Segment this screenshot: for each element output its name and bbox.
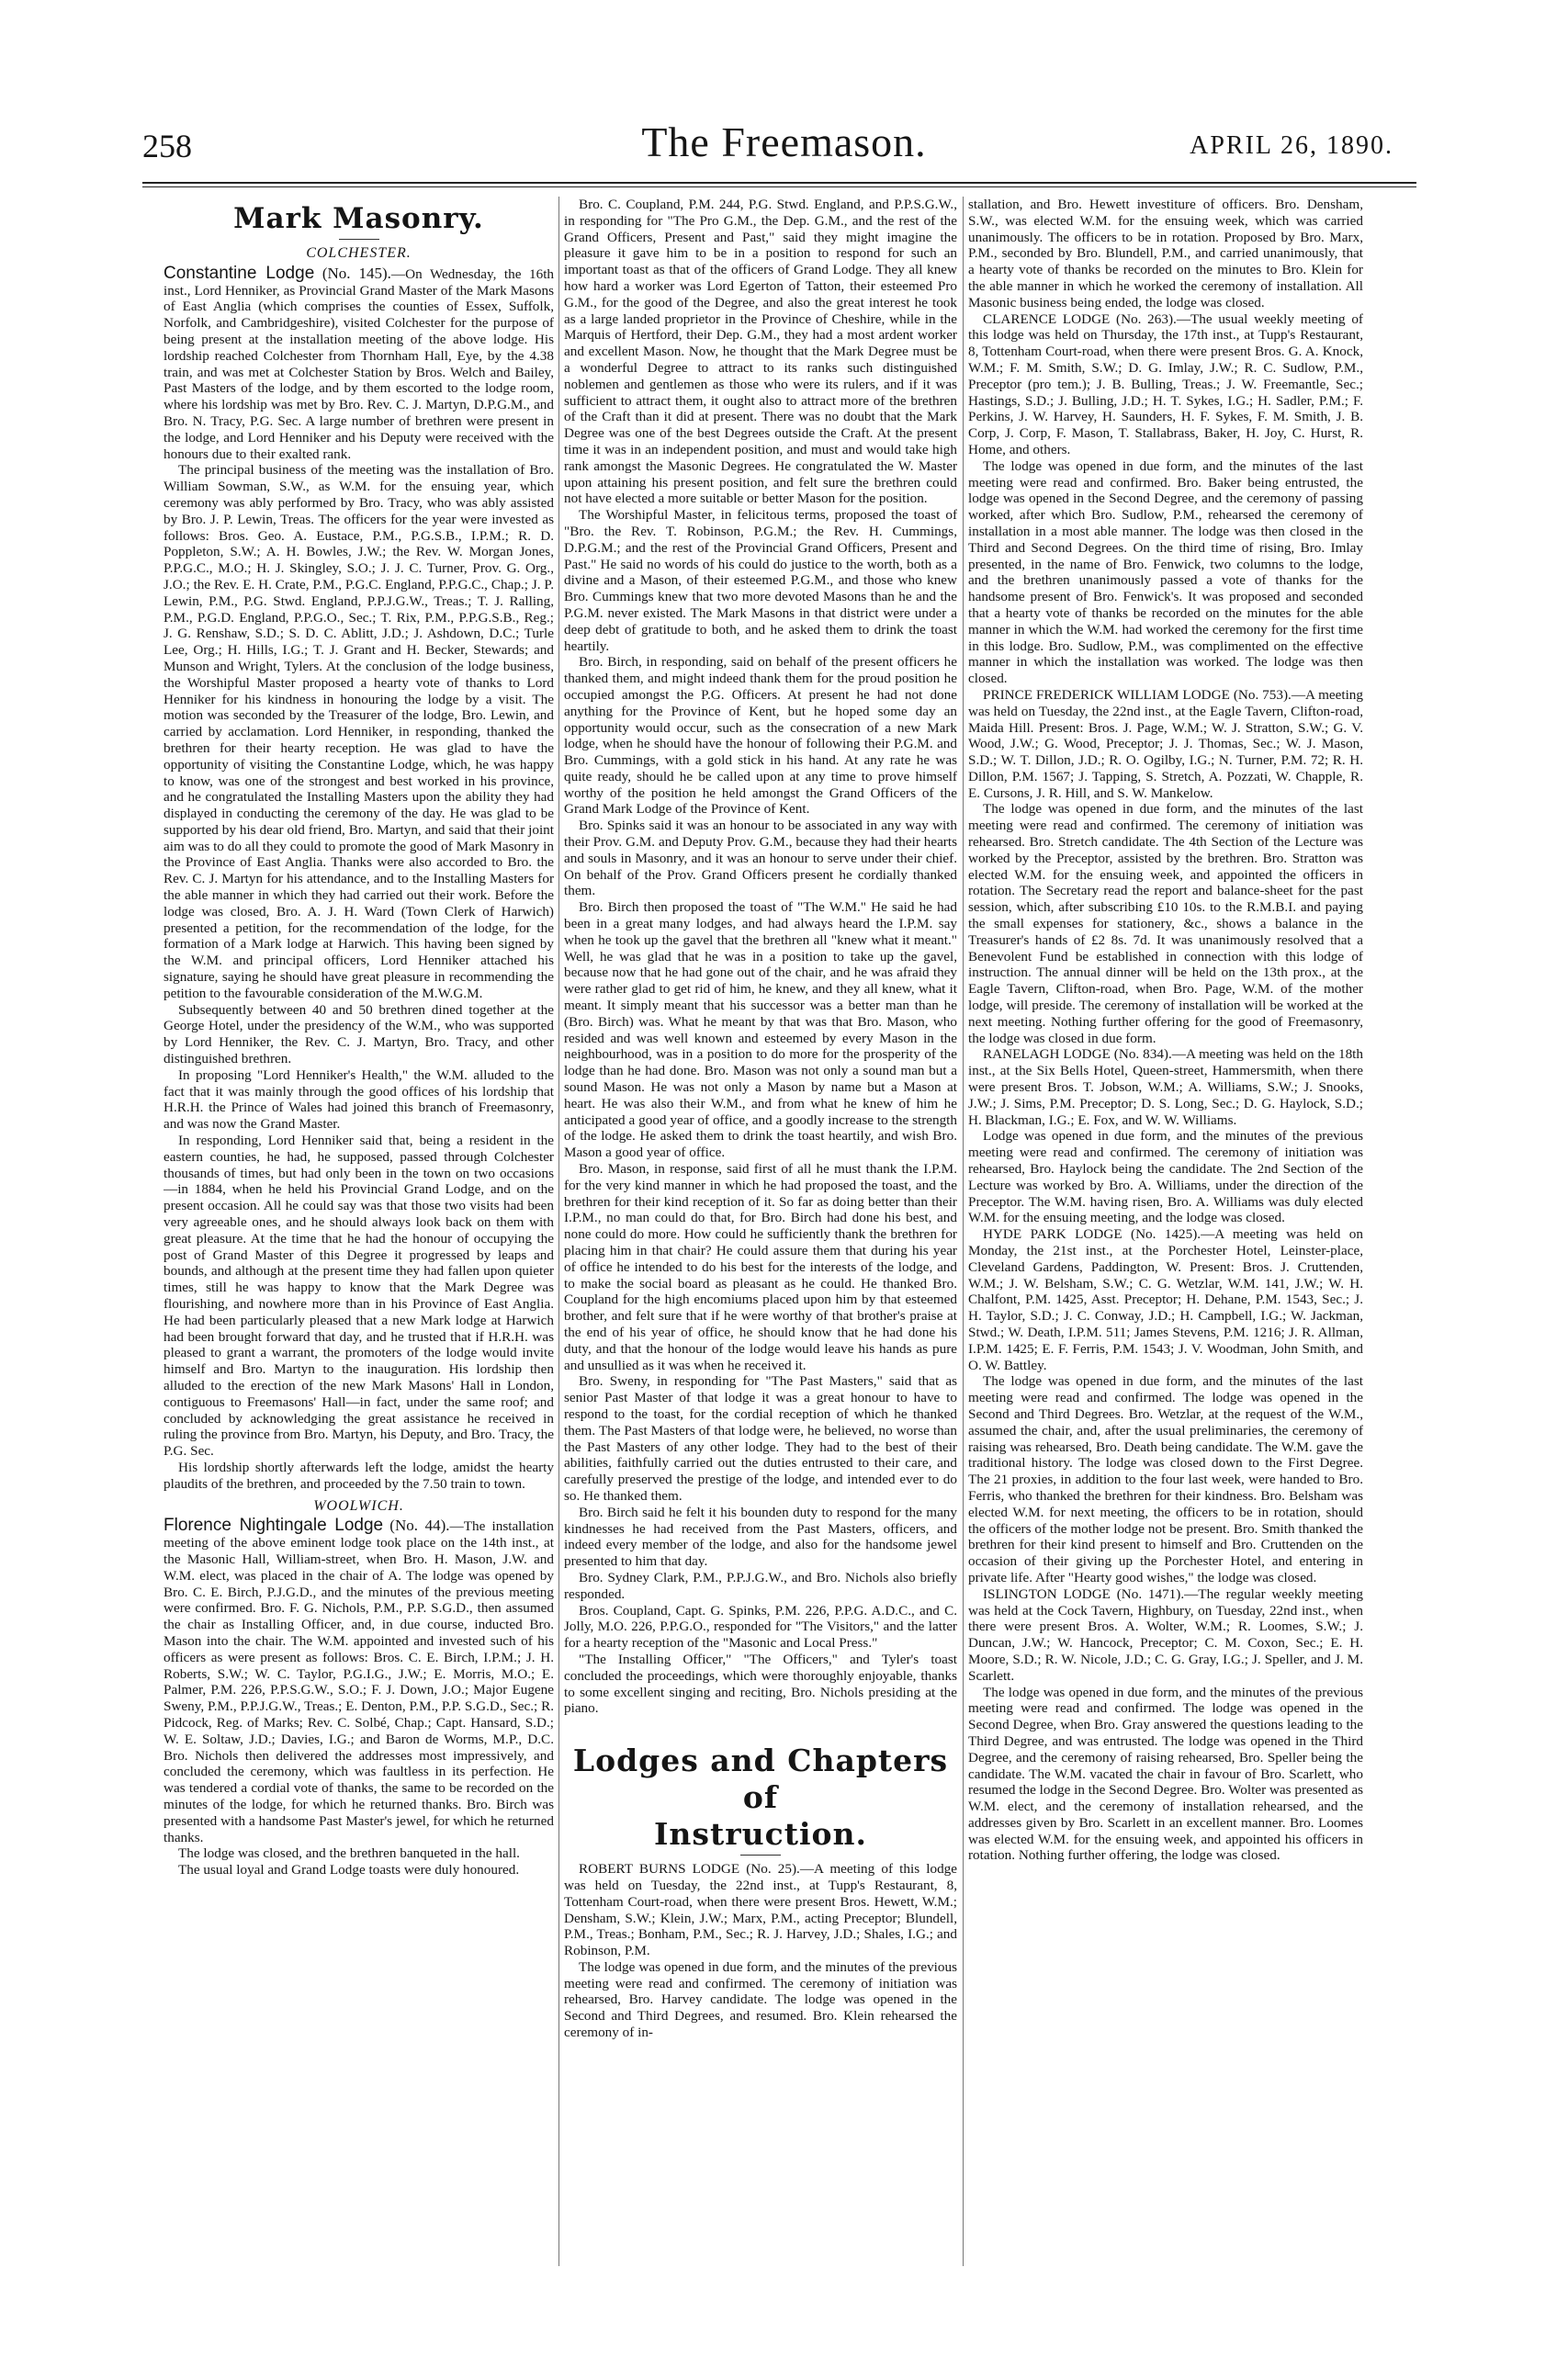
section-heading-line: Lodges and Chapters of <box>572 1743 949 1816</box>
article-paragraph: The lodge was opened in due form, and the minutes of the previous meeting were read and confirmed. The lodge was opened in the Second Degree, when Bro. Gray answered the questions leading to the Third Degree, and was entrusted. The lodge was opened in the Third Degree, and the ceremony of raising rehearsed, Bro. Speller being the candidate. The W.M. vacated the chair in favour of Bro. Scarlett, who resumed the lodge in the Second Degree. Bro. Wolter was presented as W.M. elect, and the ceremony of installation rehearsed, and the addresses given by Bro. Scarlett in an excellent manner. Bro. Loomes was elected W.M. for the ensuing week, and appointed his officers in rotation. Nothing further offering, the lodge was closed. <box>968 1684 1363 1864</box>
article-paragraph: The Worshipful Master, in felicitous terms, proposed the toast of "Bro. the Rev. T. Robinson, P.G.M.; the Rev. H. Cummings, D.P.G.M.; and the rest of the Provincial Grand Officers, Present and Past." He said no words of his could do justice to the worth, both as a divine and a Mason, of their esteemed P.G.M., and those who knew Bro. Cummings knew that two more devoted Masons than he and the P.G.M. never existed. The Mark Masons in that district were under a deep debt of gratitude to both, and he asked them to drink the toast heartily. <box>564 507 957 654</box>
paragraph-text: —The installation meeting of the above eminent lodge took place on the 14th inst., at the Masonic Hall, William-street, when Bro. H. Mason, J.W. and W.M. elect, was placed in the chair of A. The lodge was opened by Bro. C. E. Birch, P.J.G.D., and the minutes of the previous meeting were confirmed. Bro. F. G. Nichols, P.M., P.P. S.G.D., then assumed the chair as Installing Officer, and, in due course, inducted Bro. Mason into the chair. The W.M. appointed and invested such of his officers as were present as follows: Bros. C. E. Birch, I.P.M.; J. H. Roberts, S.W.; W. C. Taylor, P.G.I.G., J.W.; E. Morris, M.O.; E. Palmer, P.M. 226, P.P.S.G.W., S.O.; F. J. Down, J.O.; Major Eugene Sweny, P.M., P.P.J.G.W., Treas.; E. Denton, P.M., P.P. S.G.D., Sec.; R. Pidcock, Reg. of Marks; Rev. C. Solbé, Chap.; Capt. Hansard, S.D.; W. E. Soltaw, J.D.; Davies, I.G.; and Baron de Worms, M.P., D.C. Bro. Nichols then delivered the addresses most impressively, and concluded the ceremony, which was faultless in its perfection. He was tendered a cordial vote of thanks, the same to be recorded on the minutes of the lodge, for which he returned thanks. Bro. Birch was presented with a handsome Past Master's jewel, for which he returned thanks. <box>164 1518 554 1845</box>
article-paragraph <box>164 1517 554 1845</box>
paragraph-text: —On Wednesday, the 16th inst., Lord Henniker, as Provincial Grand Master of the Mark Masons of East Anglia (which comprises the counties of Essex, Suffolk, Norfolk, and Cambridgeshire), visited Colchester for the purpose of being present at the installation meeting of the above lodge. His lordship reached Colchester from Thornham Hall, Eye, by the 4.38 train, and was met at Colchester Station by Bros. Welch and Bailey, Past Masters of the lodge, and by them escorted to the lodge room, where his lordship was met by Bro. Rev. C. J. Martyn, D.P.G.M., and Bro. N. Tracy, P.G. Sec. A large number of brethren were present in the lodge, and Lord Henniker and his Deputy were received with the honours due to their exalted rank. <box>164 265 554 462</box>
article-paragraph: PRINCE FREDERICK WILLIAM LODGE (No. 753).—A meeting was held on Tuesday, the 22nd inst., at the Eagle Tavern, Clifton-road, Maida Hill. Present: Bros. J. Page, W.M.; W. J. Stratton, S.W.; G. V. Wood, J.W.; G. Wood, Preceptor; J. J. Thomas, Sec.; W. J. Mason, S.D.; W. T. Dillon, J.D.; R. O. Ogilby, I.G.; N. Turner, P.M. 72; R. H. Dillon, P.M. 1567; J. Tapping, S. Stretch, A. Pozzati, W. Chapple, R. E. Cursons, J. R. Hill, and S. W. Mankelow. <box>968 686 1363 801</box>
article-paragraph: The lodge was opened in due form, and the minutes of the last meeting were read and confirmed. The lodge was opened in the Second and Third Degrees. Bro. Wetzlar, at the request of the W.M., assumed the chair, and, after the usual preliminaries, the ceremony of raising was rehearsed, Bro. Death being candidate. The W.M. gave the traditional history. The lodge was closed down to the First Degree. The 21 proxies, in addition to the four last week, were handed to Bro. Ferris, who thanked the brethren for their kindness. Bro. Belsham was elected W.M. for next meeting, the officers to be in rotation, should the officers of the mother lodge not be present. Bro. Smith thanked the brethren for their kind present to himself and Bro. Cruttenden on the occasion of their giving up the Porchester Hotel, and entering in private life. After "Hearty good wishes," the lodge was closed. <box>968 1373 1363 1585</box>
article-paragraph: CLARENCE LODGE (No. 263).—The usual weekly meeting of this lodge was held on Thursday, the 17th inst., at Tupp's Restaurant, 8, Tottenham Court-road, when there were present Bros. G. A. Knock, W.M.; F. M. Smith, S.W.; D. G. Imlay, J.W.; R. C. Sudlow, P.M., Preceptor (pro tem.); J. B. Bulling, Treas.; J. W. Freemantle, Sec.; Hastings, S.D.; J. Bulling, J.D.; H. T. Sykes, I.G.; H. Sadler, P.M.; F. Perkins, J. W. Harvey, H. Saunders, H. F. Sykes, F. M. Smith, J. B. Corp, J. Corp, F. Mason, T. Stallabrass, Baker, H. Joy, C. Hurst, R. Home, and others. <box>968 310 1363 457</box>
lodge-number: (No. 44). <box>389 1517 450 1535</box>
article-paragraph: Lodge was opened in due form, and the minutes of the previous meeting were read and confirmed. The ceremony of initiation was rehearsed, Bro. Haylock being the candidate. The 2nd Section of the Lecture was worked by Bro. A. Williams, under the direction of the Preceptor. The W.M. having risen, Bro. A. Williams was duly elected W.M. for the ensuing meeting, and the lodge was closed. <box>968 1128 1363 1226</box>
article-paragraph: Bro. Birch said he felt it his bounden duty to respond for the many kindnesses he had received from the Past Masters, officers, and indeed every member of the lodge, and also for the handsome jewel presented to him that day. <box>564 1504 957 1570</box>
masthead-title: The Freemason. <box>641 118 927 165</box>
lodge-name: Florence Nightingale Lodge <box>164 1516 384 1536</box>
article-paragraph: In proposing "Lord Henniker's Health," the W.M. alluded to the fact that it was mainly through the good offices of his lordship that H.R.H. the Prince of Wales had joined this branch of Freemasonry, and was now the Grand Master. <box>164 1066 554 1133</box>
column-divider <box>963 197 964 2266</box>
section-heading-line: Instruction. <box>654 1816 867 1853</box>
article-paragraph: ROBERT BURNS LODGE (No. 25).—A meeting of this lodge was held on Tuesday, the 22nd inst., at Tupp's Restaurant, 8, Tottenham Court-road, when there were present Bros. Hewett, W.M.; Densham, S.W.; Klein, J.W.; Marx, P.M., acting Preceptor; Blundell, P.M., Treas.; Bonham, P.M., Sec.; R. J. Harvey, J.D.; Shales, I.G.; and Robinson, P.M. <box>564 1861 957 1959</box>
section-heading <box>564 1743 957 1853</box>
section-heading: Mark Masonry. <box>233 202 484 235</box>
place-heading: COLCHESTER. <box>306 245 412 261</box>
article-paragraph: The usual loyal and Grand Lodge toasts were duly honoured. <box>178 1862 520 1878</box>
article-paragraph: RANELAGH LODGE (No. 834).—A meeting was held on the 18th inst., at the Six Bells Hotel, Queen-street, Hammersmith, when there were present Bros. T. Jobson, W.M.; A. Williams, S.W.; J. Snooks, J.W.; J. Sims, P.M. Preceptor; D. S. Long, Sec.; D. G. Haylock, S.D.; H. Blackman, I.G.; E. Fox, and W. W. Williams. <box>968 1046 1363 1128</box>
article-paragraph: His lordship shortly afterwards left the lodge, amidst the hearty plaudits of the brethren, and proceeded by the 7.50 train to town. <box>164 1459 554 1492</box>
article-paragraph: stallation, and Bro. Hewett investiture of officers. Bro. Densham, S.W., was elected W.M. for the ensuing week, which was carried unanimously. The officers to be in rotation. Proposed by Bro. Marx, P.M., seconded by Bro. Blundell, P.M., and carried unanimously, that a hearty vote of thanks be recorded on the minutes to Bro. Klein for the able manner in which he worked the ceremony of installation. All Masonic business being ended, the lodge was closed. <box>968 197 1363 310</box>
article-paragraph: The principal business of the meeting was the installation of Bro. William Sowman, S.W., as W.M. for the ensuing year, which ceremony was ably performed by Bro. Tracy, who was ably assisted by Bro. J. P. Lewin, Treas. The officers for the year were invested as follows: Bros. Geo. A. Eustace, P.M., P.G.S.B., I.P.M.; R. D. Poppleton, S.W.; A. H. Bowles, J.W.; the Rev. W. Morgan Jones, P.P.G.C., M.O.; H. J. Skingley, S.O.; J. J. C. Turner, Prov. G. Org., J.O.; the Rev. E. H. Crate, P.M., P.G.C. England, P.P.G.C., Chap.; J. P. Lewin, P.M., P.G. Stwd. England, P.P.J.G.W., Treas.; T. J. Ralling, P.M., P.G.D. England, P.P.G.O., Sec.; T. Rix, P.M., P.P.G.S.B., Reg.; J. G. Renshaw, S.D.; S. D. C. Ablitt, J.D.; J. Ashdown, D.C.; Turle Lee, Org.; H. Hills, I.G.; T. J. Grant and H. Becker, Stewards; and Munson and Wright, Tylers. At the conclusion of the lodge business, the Worshipful Master proposed a hearty vote of thanks to Lord Henniker for his kindness in honouring the lodge by a visit. The motion was seconded by the Treasurer of the lodge, Bro. Lewin, and carried by acclamation. Lord Henniker, in responding, thanked the brethren for their hearty reception. He was glad to have the opportunity of visiting the Constantine Lodge, which, he was happy to know, was one of the strongest and best worked in his province, and he congratulated the Installing Masters upon the ability they had displayed in conducting the ceremony of the day. He was glad to be supported by his dear old friend, Bro. Martyn, and said that their joint aim was to do all they could to promote the good of Mark Masonry in the Province of East Anglia. Thanks were also accorded to Bro. the Rev. C. J. Martyn for his attendance, and to the Installing Masters for the able manner in which they had carried out their work. Before the lodge was closed, Bro. A. J. H. Ward (Town Clerk of Harwich) presented a petition, for the recommendation of the lodge, for the formation of a Mark lodge at Harwich. This having been signed by the W.M. and principal officers, Lord Henniker attached his signature, saying he should have great pleasure in recommending the petition to the favourable consideration of the M.W.G.M. <box>164 462 554 1001</box>
article-paragraph: Bro. Birch then proposed the toast of "The W.M." He said he had been in a great many lodges, and had always heard the I.P.M. say when he took up the gavel that the brethren all "knew what it meant." Well, he was glad that he was in a position to take up the gavel, because now that he had gone out of the chair, and he was afraid they were rather glad to get rid of him, he knew, and they all knew, what it meant. It simply meant that his successor was a better man than he (Bro. Birch) was. What he meant by that was that Bro. Mason, who resided and was well known and esteemed by every Mason in the neighbourhood, was in a position to do more for the prosperity of the lodge than he had done. Bro. Mason was not only a sound man but a sound Mason. He was not only a Mason by name but a Mason at heart. He was also their W.M., and from what he knew of him he anticipated a good year of office, and a goodly increase to the strength of the lodge. He asked them to drink the toast heartily, and wish Bro. Mason a good year of office. <box>564 899 957 1161</box>
article-paragraph: Bro. Spinks said it was an honour to be associated in any way with their Prov. G.M. and Deputy Prov. G.M., because they had their hearts and souls in Masonry, and it was an honour to serve under their chief. On behalf of the Prov. Grand Officers present he cordially thanked them. <box>564 818 957 899</box>
article-paragraph: In responding, Lord Henniker said that, being a resident in the eastern counties, he had, he supposed, passed through Colchester thousands of times, but had only been in the town on two occasions—in 1884, when he held his Provincial Grand Lodge, and on the present occasion. All he could say was that those two visits had been very agreeable ones, and he should always look back on them with great pleasure. At the time that he had the honour of occupying the post of Grand Master of this Degree it progressed by leaps and bounds, and although at the present time they had fallen upon quieter times, still he was happy to know that the Mark Degree was flourishing, and nowhere more than in his Province of East Anglia. He had been particularly pleased that a new Mark lodge at Harwich had been brought forward that day, and he trusted that if H.R.H. was pleased to grant a warrant, the promoters of the lodge would invite himself and Bro. Martyn to the inauguration. His lordship then alluded to the erection of the new Mark Masons' Hall in London, contiguous to Freemasons' Hall—in fact, under the same roof; and concluded by acknowledging the great assistance he received in ruling the province from Bro. Martyn, his Deputy, and Bro. Tracy, the P.G. Sec. <box>164 1133 554 1460</box>
header-rule <box>142 182 1416 187</box>
article-paragraph: The lodge was closed, and the brethren banqueted in the hall. <box>178 1845 520 1862</box>
lodge-number: (No. 145). <box>321 264 391 282</box>
place-heading: WOOLWICH. <box>313 1497 404 1514</box>
article-paragraph: ISLINGTON LODGE (No. 1471).—The regular weekly meeting was held at the Cock Tavern, Highbury, on Tuesday, 22nd inst., when there were present Bros. A. Wolter, W.M.; R. Loomes, S.W.; J. Duncan, J.W.; W. Hancock, Preceptor; C. M. Coxon, Sec.; E. H. Moore, S.D.; R. W. Nicole, J.D.; C. G. Gray, I.G.; J. Speller, and J. M. Scarlett. <box>968 1585 1363 1684</box>
column-divider <box>558 197 559 2266</box>
article-paragraph: Bro. Sydney Clark, P.M., P.P.J.G.W., and Bro. Nichols also briefly responded. <box>564 1569 957 1602</box>
article-paragraph: Bro. Sweny, in responding for "The Past Masters," said that as senior Past Master of that lodge it was a great honour to have to respond to the toast, for the cordial reception of which he thanked them. The Past Masters of that lodge were, he believed, no worse than the Past Masters of any other lodge. They had to the best of their abilities, faithfully carried out the duties entrusted to their care, and carefully preserved the prestige of the lodge, and intended ever to do so. He thanked them. <box>564 1373 957 1504</box>
article-paragraph <box>164 265 554 463</box>
article-paragraph: Subsequently between 40 and 50 brethren dined together at the George Hotel, under the presidency of the W.M., who was supported by Lord Henniker, the Rev. C. J. Martyn, Bro. Tracy, and other distinguished brethren. <box>164 1001 554 1067</box>
column-1 <box>164 197 554 2268</box>
rule <box>740 1855 781 1856</box>
article-paragraph: Bro. C. Coupland, P.M. 244, P.G. Stwd. England, and P.P.S.G.W., in responding for "The Pro G.M., the Dep. G.M., and the rest of the Grand Officers, Present and Past," said they might imagine the pleasure it gave him to be in a position to respond for such an important toast as that of the officers of Grand Lodge. They all knew how hard a worker was Lord Egerton of Tatton, their esteemed Pro G.M., for the good of the Degree, and also the great interest he took as a large landed proprietor in the Province of Cheshire, while in the Marquis of Hertford, their Dep. G.M., they had a most ardent worker and excellent Mason. Now, he thought that the Mark Degree must be a wonderful Degree to attract to its ranks such distinguished noblemen and gentlemen as those who were its rulers, and if it was sufficient to attract them, it ought also to attract more of the brethren of the Craft than it did at present. There was no doubt that the Mark Degree was one of the best Degrees outside the Craft. At the present time it was in an independent position, and must and would take high rank amongst the Masonic Degrees. He congratulated the W. Master upon attaining his present position, and felt sure the brethren could not have elected a more suitable or better Mason for the position. <box>564 197 957 507</box>
column-3 <box>968 197 1363 2268</box>
article-paragraph: Bro. Mason, in response, said first of all he must thank the I.P.M. for the very kind manner in which he had proposed the toast, and the brethren for their kind reception of it. So far as doing better than their I.P.M., no man could do that, for Bro. Birch had done his best, and none could do more. How could he sufficiently thank the brethren for placing him in that chair? He could assure them that during his year of office he intended to do his best for the interests of the lodge, and to make the social board as pleasant as he could. He thanked Bro. Coupland for the high encomiums placed upon him by that esteemed brother, and felt sure that if he were worthy of that brother's praise at the end of his year of office, he should know that he had done his duty, and that the honour of the lodge would leave his hands as pure and unsullied as it was when he received it. <box>564 1161 957 1373</box>
page-number: 258 <box>142 128 192 164</box>
article-paragraph: "The Installing Officer," "The Officers," and Tyler's toast concluded the proceedings, which were thoroughly enjoyable, thanks to some excellent singing and reciting, Bro. Nichols presiding at the piano. <box>564 1651 957 1717</box>
article-paragraph: Bro. Birch, in responding, said on behalf of the present officers he thanked them, and might indeed thank them for the proud position he occupied amongst the P.G. Officers. At present he had not done anything for the Province of Kent, but he hoped some day an opportunity would occur, such as the consecration of a new Mark lodge, when he should have the honour of following their P.G.M. and Bro. Cummings, with a gold stick in his hand. At any rate he was quite ready, should he be called upon at any time to prove himself worthy of the position he held amongst the Grand Officers of the Grand Mark Lodge of the Province of Kent. <box>564 654 957 818</box>
article-paragraph: The lodge was opened in due form, and the minutes of the last meeting were read and confirmed. Bro. Baker being entrusted, the lodge was opened in the Second Degree, and the ceremony of passing worked, after which Bro. Sudlow, P.M., rehearsed the ceremony of installation in a most able manner. The lodge was then closed in the Third and Second Degrees. On the third time of rising, Bro. Imlay presented, in the name of Bro. Fenwick, two columns to the lodge, and the brethren unanimously passed a vote of thanks for the handsome present of Bro. Fenwick's. It was proposed and seconded that a hearty vote of thanks be recorded on the minutes for the able manner in which the W.M. had worked the ceremony for the first time in this lodge. Bro. Sudlow, P.M., was complimented on the effective manner in which the installation was worked. The lodge was then closed. <box>968 457 1363 687</box>
lodge-name: Constantine Lodge <box>164 263 315 283</box>
rule <box>339 239 379 240</box>
article-paragraph: The lodge was opened in due form, and the minutes of the previous meeting were read and confirmed. The ceremony of initiation was rehearsed, Bro. Harvey candidate. The lodge was opened in the Second and Third Degrees, and resumed. Bro. Klein rehearsed the ceremony of in- <box>564 1958 957 2041</box>
article-paragraph: The lodge was opened in due form, and the minutes of the last meeting were read and confirmed. The ceremony of initiation was rehearsed. Bro. Stretch candidate. The 4th Section of the Lecture was worked by the Preceptor, assisted by the brethren. Bro. Stratton was elected W.M. for the ensuing week, and appointed the officers in rotation. The Secretary read the report and balance-sheet for the past session, which, after subscribing £10 10s. to the R.M.B.I. and paying the small expenses for stationery, &c., shows a balance in the Treasurer's hands of £2 8s. 7d. It was unanimously resolved that a Benevolent Fund be established in connection with this lodge of instruction. The annual dinner will be held on the 13th prox., at the Eagle Tavern, Clifton-road, when Bro. Page, W.M. of the mother lodge, will preside. The ceremony of installation will be worked at the next meeting. Nothing further offering for the good of Freemasonry, the lodge was closed in due form. <box>968 801 1363 1046</box>
issue-date: APRIL 26, 1890. <box>1190 131 1393 160</box>
article-paragraph: Bros. Coupland, Capt. G. Spinks, P.M. 226, P.P.G. A.D.C., and C. Jolly, M.O. 226, P.P.G.O., responded for "The Visitors," and the latter for a hearty reception of the "Masonic and Local Press." <box>564 1602 957 1652</box>
column-2 <box>564 197 957 2268</box>
article-paragraph: HYDE PARK LODGE (No. 1425).—A meeting was held on Monday, the 21st inst., at the Porchester Hotel, Leinster-place, Cleveland Gardens, Paddington, W. Present: Bros. J. Cruttenden, W.M.; J. W. Belsham, S.W.; C. G. Wetzlar, W.M. 141, J.W.; W. H. Chalfont, P.M. 1425, Asst. Preceptor; H. Dehane, P.M. 1543, Sec.; J. H. Taylor, S.D.; J. C. Conway, J.D.; H. Campbell, I.G.; W. Jackman, Stwd.; W. Death, I.P.M. 511; James Stevens, P.M. 1216; J. R. Allman, I.P.M. 1425; E. F. Ferris, P.M. 1543; J. V. Woodman, John Smith, and O. W. Battley. <box>968 1226 1363 1373</box>
